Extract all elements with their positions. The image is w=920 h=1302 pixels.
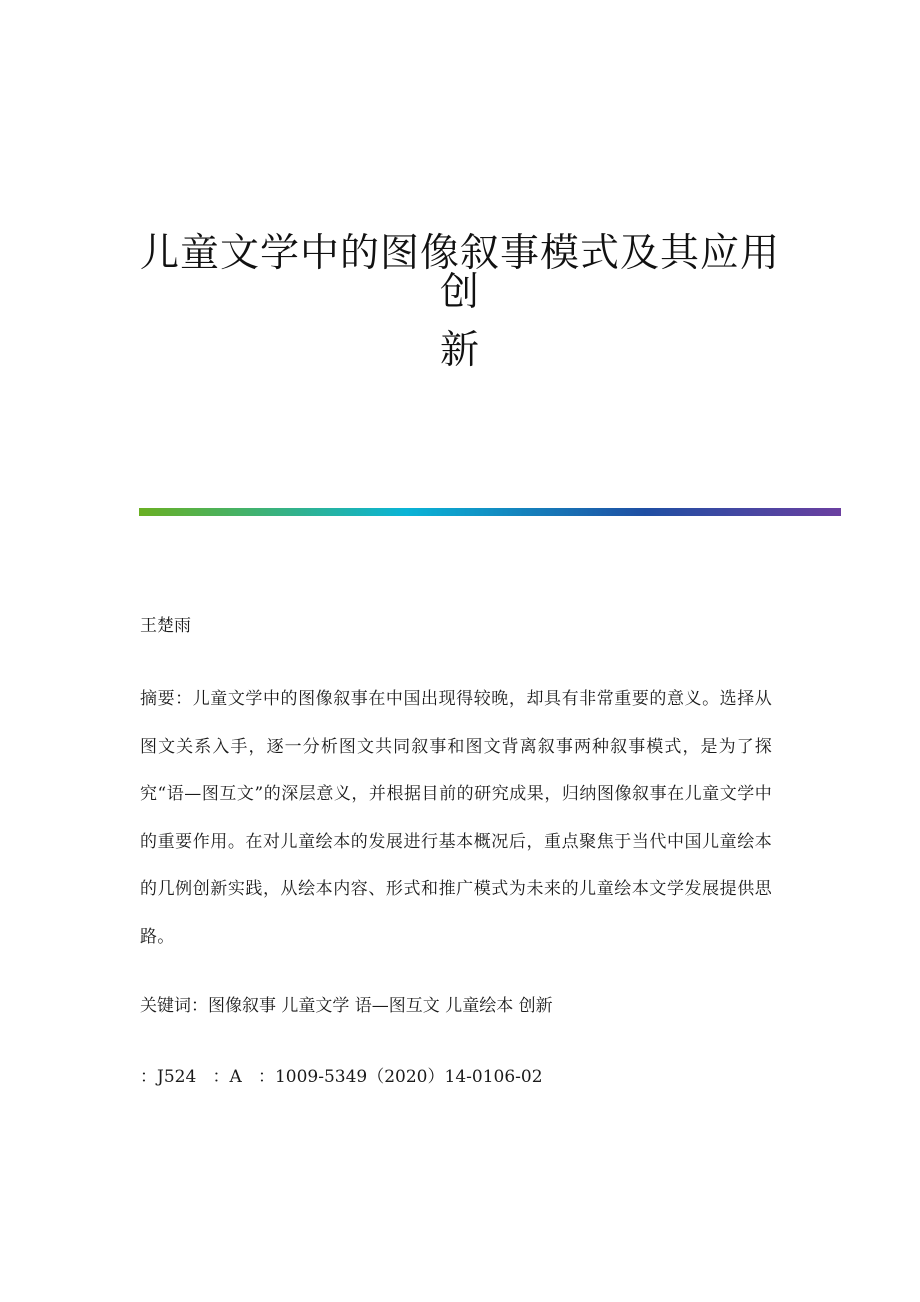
gradient-divider [139,508,841,516]
document-title-line-1: 儿童文学中的图像叙事模式及其应用创 [139,231,780,315]
keywords-line: 关键词：图像叙事 儿童文学 语—图互文 儿童绘本 创新 [140,996,553,1016]
abstract-paragraph: 摘要：儿童文学中的图像叙事在中国出现得较晚，却具有非常重要的意义。选择从图文关系入手，逐一分析图文共同叙事和图文背离叙事两种叙事模式，是为了探究“语—图互文”的深层意义，并根据目前的研究成果，归纳图像叙事在儿童文学中的重要作用。在对儿童绘本的发展进行基本概况后，重点聚焦于当代中国儿童绘本的几例创新实践，从绘本内容、形式和推广模式为未来的儿童绘本文学发展提供思路。 [140,689,772,947]
document-title-line-2: 新 [439,328,480,373]
author-name: 王楚雨 [140,616,191,636]
classification-codes: ：J524 ：A ：1009-5349（2020）14-0106-02 [140,1067,543,1087]
divider-bar [139,508,841,516]
